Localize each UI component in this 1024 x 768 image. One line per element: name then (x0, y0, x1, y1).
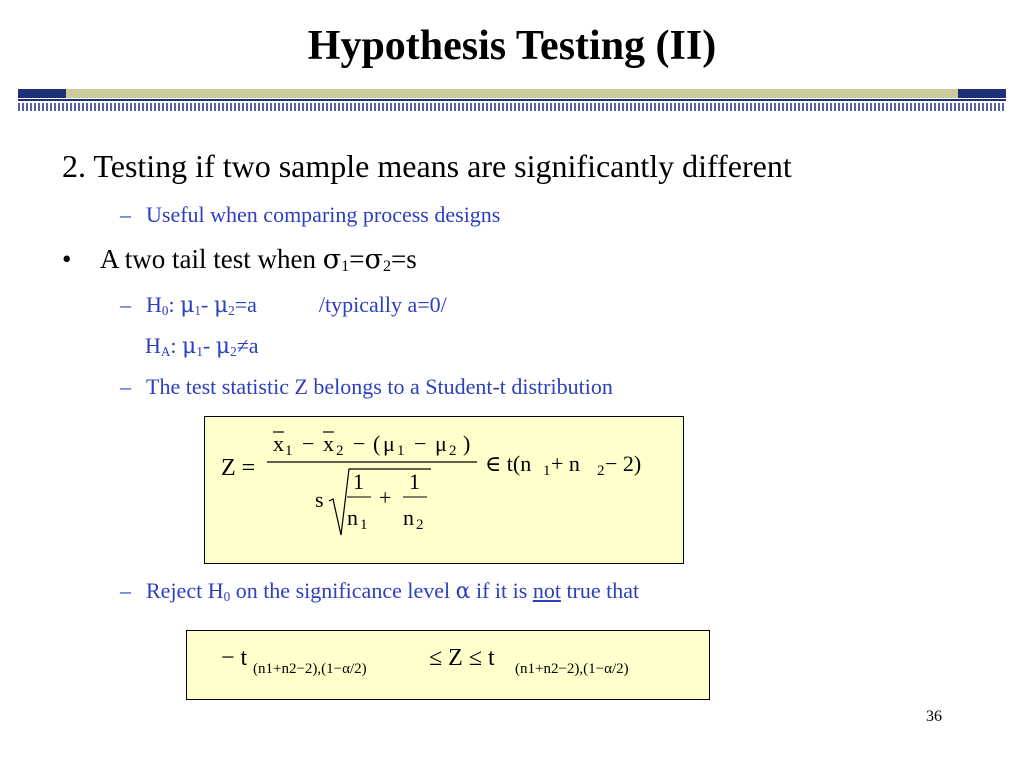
minus-sign: - (202, 333, 216, 358)
test-statistic-text: The test statistic Z belongs to a Student-t distribution (146, 374, 613, 399)
mu-symbol: μ (383, 431, 395, 456)
minus-t: − t (221, 645, 248, 671)
den-n2: n (403, 505, 414, 530)
minus-sign: − (414, 431, 427, 456)
h0-sub: 0 (223, 589, 231, 604)
alpha-symbol: α (455, 579, 471, 604)
den-n1-sub: 1 (360, 517, 368, 533)
formula-box-critical-region (186, 630, 710, 700)
mu-sub-2: 2 (449, 443, 457, 459)
z-statistic-formula (205, 417, 683, 563)
x1-bar: x (273, 431, 284, 456)
critical-region-formula (187, 631, 709, 699)
rhs-t-distribution: ∈ t(n (485, 451, 532, 476)
formula-box-z-statistic (204, 416, 684, 564)
ha-sub: A (160, 344, 171, 359)
h0-note: /typically a=0/ (318, 292, 447, 317)
dash-marker: – (120, 292, 131, 317)
rhs-sub-2: 2 (597, 463, 605, 479)
title-divider-dots (18, 103, 1006, 111)
h0-equals-a: =a (234, 292, 257, 317)
minus-sign: - (201, 292, 214, 317)
h0-line (120, 292, 447, 319)
reject-text-2: on the significance level (230, 578, 456, 603)
mu-sub-2: 2 (230, 344, 237, 359)
paren-open: ( (373, 431, 381, 456)
mu-symbol: μ (180, 293, 195, 318)
equals-sign: = (349, 244, 365, 274)
title-divider-band (18, 89, 1006, 98)
sigma-symbol: σ (322, 244, 342, 275)
sigma-symbol: σ (364, 244, 383, 275)
reject-text: Reject H (146, 578, 224, 603)
rhs-end: − 2) (605, 451, 642, 476)
sigma-sub-2: 2 (382, 257, 392, 275)
dash-marker: – (120, 202, 131, 227)
h0-colon: : (168, 292, 181, 317)
den-n2-sub: 2 (416, 517, 424, 533)
sub-item-useful (120, 202, 500, 228)
den-one: 1 (409, 469, 420, 494)
ha-not-equal-a: ≠a (236, 333, 259, 358)
mu-symbol: μ (182, 334, 197, 359)
reject-text-3: if it is (470, 578, 533, 603)
den-s: s (315, 487, 324, 512)
h0-sub: 0 (161, 303, 169, 318)
page-number: 36 (926, 708, 942, 725)
divider-right-cap (958, 89, 1006, 98)
sigma-sub-1: 1 (341, 257, 350, 275)
mu-sub-1: 1 (397, 443, 405, 459)
bullet-marker: • (62, 244, 72, 274)
plus-sign: + (379, 485, 392, 510)
not-underlined: not (532, 578, 561, 603)
useful-text: Useful when comparing process designs (146, 202, 501, 227)
sub-item-test-statistic (120, 374, 613, 400)
mu-sub-1: 1 (196, 344, 203, 359)
item-two-sample-means: 2. Testing if two sample means are significantly different (62, 148, 792, 184)
minus-sign: − (353, 431, 366, 456)
x2-bar: x (323, 431, 334, 456)
minus-sign: − (302, 431, 315, 456)
mu-symbol: μ (213, 293, 229, 318)
reject-text-4: true that (560, 578, 640, 603)
z-equals: Z = (221, 455, 256, 481)
mu-symbol: μ (435, 431, 447, 456)
slide-title: Hypothesis Testing (II) (307, 23, 717, 69)
mu-sub-1: 1 (194, 303, 202, 318)
two-tail-text: A two tail test when (100, 244, 323, 274)
rhs-plus-n: + n (551, 451, 580, 476)
dash-marker: – (120, 374, 131, 399)
title-divider-line (18, 99, 1006, 101)
rhs-sub-1: 1 (543, 463, 551, 479)
den-n1: n (347, 505, 358, 530)
ha-line (145, 333, 259, 360)
x1-sub: 1 (285, 443, 293, 459)
ha-colon: : (170, 333, 183, 358)
mu-symbol: μ (215, 334, 231, 359)
dash-marker: – (120, 578, 131, 603)
paren-close: ) (463, 431, 471, 456)
bullet-two-tail-test (62, 244, 417, 276)
right-t-subscript: (n1+n2−2),(1−α/2) (515, 661, 629, 677)
den-one: 1 (353, 469, 364, 494)
inequality-z: ≤ Z ≤ t (429, 645, 495, 671)
mu-sub-2: 2 (228, 303, 235, 318)
divider-left-cap (18, 89, 66, 98)
h0-label: H (146, 292, 162, 317)
left-t-subscript: (n1+n2−2),(1−α/2) (253, 661, 367, 677)
equals-s: =s (391, 244, 417, 274)
ha-label: H (145, 333, 161, 358)
sub-item-reject (120, 578, 639, 605)
x2-sub: 2 (336, 443, 344, 459)
